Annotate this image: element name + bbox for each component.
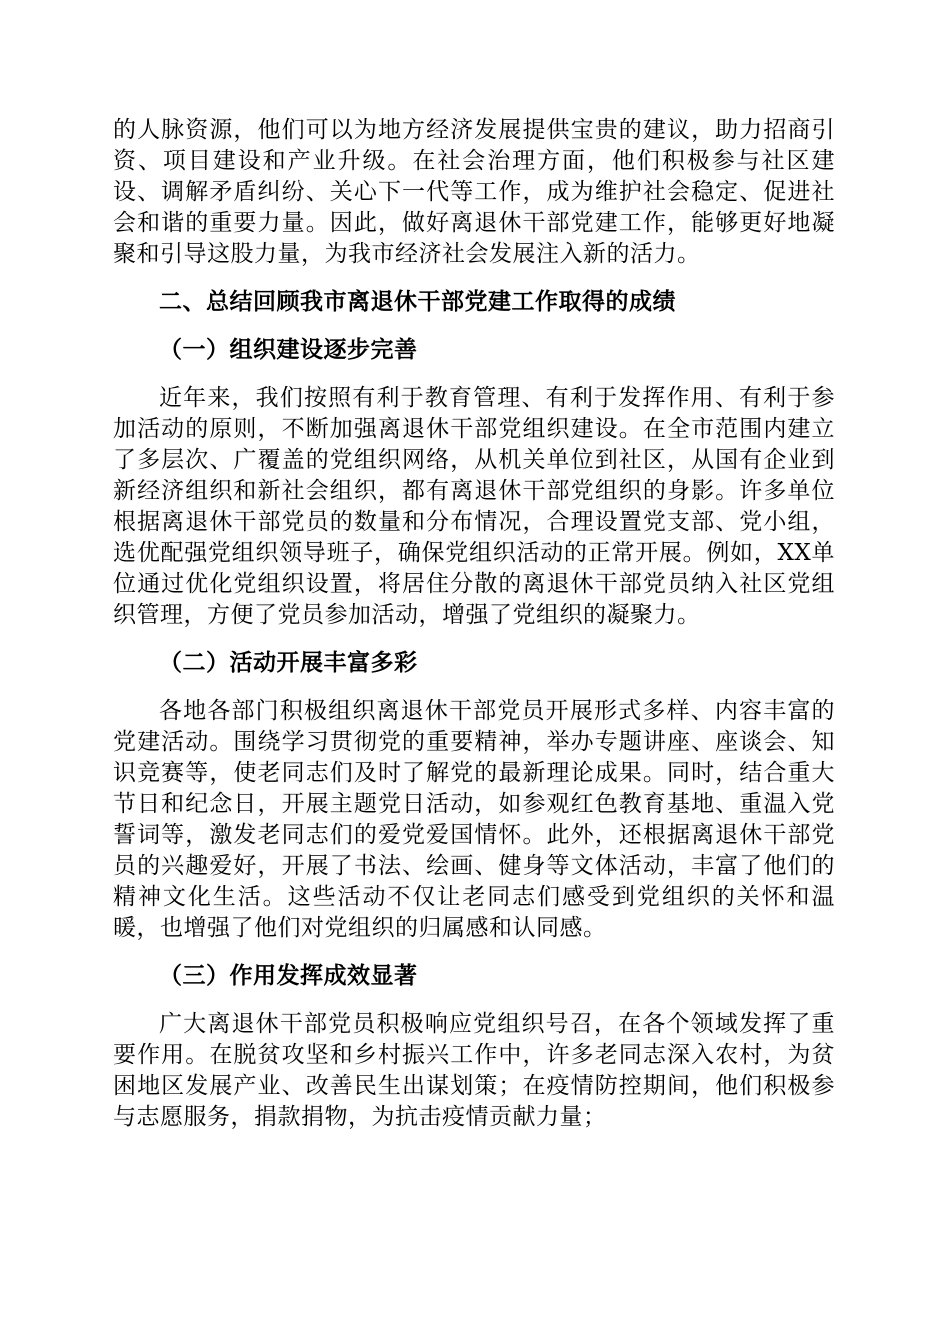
spacer [113, 631, 835, 648]
spacer [113, 944, 835, 961]
spacer [113, 366, 835, 383]
subsection-body-1: 近年来，我们按照有利于教育管理、有利于发挥作用、有利于参加活动的原则，不断加强离退休干部党组织建设。在全市范围内建立了多层次、广覆盖的党组织网络，从机关单位到社区，从国有企业到新经济组织和新社会组织，都有离退休干部党组织的身影。许多单位根据离退休干部党员的数量和分布情况，合理设置党支部、党小组，选优配强党组织领导班子，确保党组织活动的正常开展。例如，XX单位通过优化党组织设置，将居住分散的离退休干部党员纳入社区党组织管理，方便了党员参加活动，增强了党组织的凝聚力。 [113, 385, 835, 628]
subsection-heading-3: （三）作用发挥成效显著 [159, 963, 418, 989]
intro-paragraph: 的人脉资源，他们可以为地方经济发展提供宝贵的建议，助力招商引资、项目建设和产业升级。在社会治理方面，他们积极参与社区建设、调解矛盾纠纷、关心下一代等工作，成为维护社会稳定、促进社会和谐的重要力量。因此，做好离退休干部党建工作，能够更好地凝聚和引导这股力量，为我市经济社会发展注入新的活力。 [113, 117, 835, 267]
subsection-heading-1: （一）组织建设逐步完善 [159, 337, 418, 363]
subsection-body-3: 广大离退休干部党员积极响应党组织号召，在各个领域发挥了重要作用。在脱贫攻坚和乡村振兴工作中，许多老同志深入农村，为贫困地区发展产业、改善民生出谋划策；在疫情防控期间，他们积极参与志愿服务，捐款捐物，为抗击疫情贡献力量； [113, 1011, 835, 1130]
spacer [113, 318, 835, 335]
spacer [113, 992, 835, 1009]
spacer [113, 270, 835, 287]
section-heading: 二、总结回顾我市离退休干部党建工作取得的成绩 [159, 289, 676, 315]
subsection-heading-2: （二）活动开展丰富多彩 [159, 650, 418, 676]
spacer [113, 679, 835, 696]
subsection-body-2: 各地各部门积极组织离退休干部党员开展形式多样、内容丰富的党建活动。围绕学习贯彻党的重要精神，举办专题讲座、座谈会、知识竞赛等，使老同志们及时了解党的最新理论成果。同时，结合重大节日和纪念日，开展主题党日活动，如参观红色教育基地、重温入党誓词等，激发老同志们的爱党爱国情怀。此外，还根据离退休干部党员的兴趣爱好，开展了书法、绘画、健身等文体活动，丰富了他们的精神文化生活。这些活动不仅让老同志们感受到党组织的关怀和温暖，也增强了他们对党组织的归属感和认同感。 [113, 698, 835, 941]
document-content [113, 115, 835, 1133]
